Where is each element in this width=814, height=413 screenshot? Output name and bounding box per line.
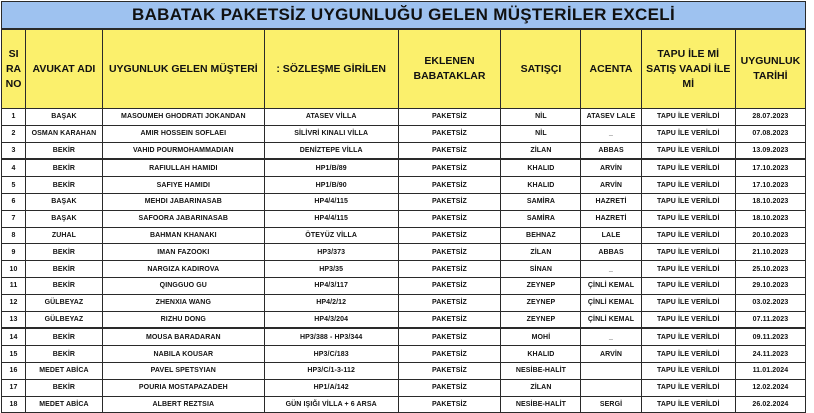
cell-tarih[interactable]: 20.10.2023 — [735, 227, 805, 244]
cell-babatak[interactable]: PAKETSİZ — [398, 210, 501, 227]
cell-sira-no[interactable]: 14 — [2, 328, 26, 345]
cell-babatak[interactable]: PAKETSİZ — [398, 142, 501, 159]
cell-sozlesme[interactable]: HP3/C/1-3-112 — [264, 362, 398, 379]
cell-babatak[interactable]: PAKETSİZ — [398, 193, 501, 210]
cell-acenta[interactable]: _ — [581, 125, 641, 142]
header-musteri[interactable]: UYGUNLUK GELEN MÜŞTERİ — [102, 30, 264, 109]
table-row — [2, 210, 806, 227]
table-row — [2, 142, 806, 159]
table-row — [2, 125, 806, 142]
cell-musteri[interactable]: RAFIULLAH HAMIDI — [102, 159, 264, 176]
cell-sira-no[interactable]: 11 — [2, 277, 26, 294]
cell-acenta[interactable]: ABBAS — [581, 244, 641, 261]
cell-tarih[interactable]: 21.10.2023 — [735, 244, 805, 261]
cell-avukat[interactable]: MEDET ABİCA — [26, 396, 103, 413]
table-row — [2, 227, 806, 244]
cell-tarih[interactable]: 03.02.2023 — [735, 294, 805, 311]
cell-tarih[interactable]: 24.11.2023 — [735, 346, 805, 363]
cell-tapu[interactable]: TAPU İLE VERİLDİ — [641, 396, 735, 413]
cell-avukat[interactable]: GÜLBEYAZ — [26, 311, 103, 328]
cell-acenta[interactable]: _ — [581, 328, 641, 345]
cell-acenta[interactable]: SERGİ — [581, 396, 641, 413]
table-row — [2, 277, 806, 294]
cell-sozlesme[interactable]: HP4/2/12 — [264, 294, 398, 311]
header-sozlesme[interactable]: : SÖZLEŞME GİRİLEN — [264, 30, 398, 109]
cell-sozlesme[interactable]: HP3/C/183 — [264, 346, 398, 363]
cell-tapu[interactable]: TAPU İLE VERİLDİ — [641, 328, 735, 345]
cell-tarih[interactable]: 09.11.2023 — [735, 328, 805, 345]
cell-tarih[interactable]: 17.10.2023 — [735, 159, 805, 176]
cell-avukat[interactable]: ZUHAL — [26, 227, 103, 244]
table-row — [2, 328, 806, 345]
cell-satisci[interactable]: ZEYNEP — [501, 294, 581, 311]
cell-tapu[interactable]: TAPU İLE VERİLDİ — [641, 227, 735, 244]
cell-tapu[interactable]: TAPU İLE VERİLDİ — [641, 125, 735, 142]
cell-musteri[interactable]: BAHMAN KHANAKI — [102, 227, 264, 244]
cell-babatak[interactable]: PAKETSİZ — [398, 396, 501, 413]
cell-tapu[interactable]: TAPU İLE VERİLDİ — [641, 142, 735, 159]
table-row — [2, 177, 806, 194]
cell-satisci[interactable]: ZEYNEP — [501, 277, 581, 294]
cell-musteri[interactable]: VAHID POURMOHAMMADIAN — [102, 142, 264, 159]
cell-satisci[interactable]: NESİBE-HALİT — [501, 362, 581, 379]
cell-sira-no[interactable]: 15 — [2, 346, 26, 363]
cell-musteri[interactable]: MOUSA BARADARAN — [102, 328, 264, 345]
cell-babatak[interactable]: PAKETSİZ — [398, 379, 501, 396]
cell-avukat[interactable]: BAŞAK — [26, 109, 103, 126]
cell-tarih[interactable]: 13.09.2023 — [735, 142, 805, 159]
cell-babatak[interactable]: PAKETSİZ — [398, 109, 501, 126]
cell-musteri[interactable]: SAFIYE HAMIDI — [102, 177, 264, 194]
cell-sira-no[interactable]: 4 — [2, 159, 26, 176]
cell-acenta[interactable]: HAZRETİ — [581, 210, 641, 227]
header-satisci[interactable]: SATIŞÇI — [501, 30, 581, 109]
cell-sozlesme[interactable]: HP4/4/115 — [264, 210, 398, 227]
cell-avukat[interactable]: BEKİR — [26, 244, 103, 261]
cell-acenta[interactable]: ABBAS — [581, 142, 641, 159]
cell-satisci[interactable]: KHALID — [501, 159, 581, 176]
cell-sira-no[interactable]: 2 — [2, 125, 26, 142]
cell-tapu[interactable]: TAPU İLE VERİLDİ — [641, 277, 735, 294]
cell-babatak[interactable]: PAKETSİZ — [398, 311, 501, 328]
table-row — [2, 346, 806, 363]
cell-musteri[interactable]: NARGIZA KADIROVA — [102, 261, 264, 278]
cell-avukat[interactable]: GÜLBEYAZ — [26, 294, 103, 311]
cell-avukat[interactable]: BAŞAK — [26, 193, 103, 210]
cell-sira-no[interactable]: 9 — [2, 244, 26, 261]
cell-babatak[interactable]: PAKETSİZ — [398, 346, 501, 363]
cell-avukat[interactable]: BEKİR — [26, 261, 103, 278]
cell-satisci[interactable]: SAMİRA — [501, 210, 581, 227]
cell-avukat[interactable]: BEKİR — [26, 277, 103, 294]
cell-musteri[interactable]: ALBERT REZTSIA — [102, 396, 264, 413]
cell-satisci[interactable]: NİL — [501, 109, 581, 126]
table-row — [2, 294, 806, 311]
cell-sira-no[interactable]: 16 — [2, 362, 26, 379]
cell-babatak[interactable]: PAKETSİZ — [398, 294, 501, 311]
cell-satisci[interactable]: KHALID — [501, 346, 581, 363]
cell-musteri[interactable]: POURIA MOSTAPAZADEH — [102, 379, 264, 396]
cell-avukat[interactable]: BEKİR — [26, 142, 103, 159]
cell-sozlesme[interactable]: HP4/4/115 — [264, 193, 398, 210]
cell-acenta[interactable]: ÇİNLİ KEMAL — [581, 294, 641, 311]
cell-musteri[interactable]: MASOUMEH GHODRATI JOKANDAN — [102, 109, 264, 126]
cell-sira-no[interactable]: 18 — [2, 396, 26, 413]
cell-sozlesme[interactable]: HP1/B/90 — [264, 177, 398, 194]
cell-tapu[interactable]: TAPU İLE VERİLDİ — [641, 109, 735, 126]
cell-tapu[interactable]: TAPU İLE VERİLDİ — [641, 244, 735, 261]
table-row — [2, 244, 806, 261]
table-row — [2, 193, 806, 210]
cell-tarih[interactable]: 26.02.2024 — [735, 396, 805, 413]
cell-acenta[interactable]: ÇİNLİ KEMAL — [581, 277, 641, 294]
cell-satisci[interactable]: SAMİRA — [501, 193, 581, 210]
cell-sira-no[interactable]: 12 — [2, 294, 26, 311]
cell-babatak[interactable]: PAKETSİZ — [398, 261, 501, 278]
cell-tapu[interactable]: TAPU İLE VERİLDİ — [641, 362, 735, 379]
cell-musteri[interactable]: MEHDI JABARINASAB — [102, 193, 264, 210]
cell-tapu[interactable]: TAPU İLE VERİLDİ — [641, 177, 735, 194]
header-babataklar[interactable]: EKLENEN BABATAKLAR — [398, 30, 501, 109]
cell-tarih[interactable]: 07.08.2023 — [735, 125, 805, 142]
cell-sozlesme[interactable]: SİLİVRİ KINALI VİLLA — [264, 125, 398, 142]
cell-tapu[interactable]: TAPU İLE VERİLDİ — [641, 159, 735, 176]
cell-sira-no[interactable]: 8 — [2, 227, 26, 244]
cell-babatak[interactable]: PAKETSİZ — [398, 125, 501, 142]
header-sira-no[interactable]: SI RA NO — [2, 30, 26, 109]
cell-acenta[interactable]: ARVİN — [581, 177, 641, 194]
cell-tarih[interactable]: 25.10.2023 — [735, 261, 805, 278]
cell-tapu[interactable]: TAPU İLE VERİLDİ — [641, 294, 735, 311]
cell-acenta[interactable]: ÇİNLİ KEMAL — [581, 311, 641, 328]
header-row — [2, 30, 806, 109]
cell-musteri[interactable]: SAFOORA JABARINASAB — [102, 210, 264, 227]
table-row — [2, 396, 806, 413]
cell-sozlesme[interactable]: HP1/A/142 — [264, 379, 398, 396]
cell-babatak[interactable]: PAKETSİZ — [398, 362, 501, 379]
cell-acenta[interactable] — [581, 379, 641, 396]
cell-sira-no[interactable]: 10 — [2, 261, 26, 278]
cell-acenta[interactable] — [581, 362, 641, 379]
cell-babatak[interactable]: PAKETSİZ — [398, 159, 501, 176]
cell-tarih[interactable]: 18.10.2023 — [735, 193, 805, 210]
cell-satisci[interactable]: ZİLAN — [501, 379, 581, 396]
cell-satisci[interactable]: BEHNAZ — [501, 227, 581, 244]
cell-sozlesme[interactable]: GÜN IŞIĞI VİLLA + 6 ARSA — [264, 396, 398, 413]
cell-sira-no[interactable]: 13 — [2, 311, 26, 328]
cell-sozlesme[interactable]: HP3/388 - HP3/344 — [264, 328, 398, 345]
cell-sozlesme[interactable]: HP3/35 — [264, 261, 398, 278]
sheet-title: BABATAK PAKETSİZ UYGUNLUĞU GELEN MÜŞTERİLER EXCELİ — [1, 1, 806, 29]
cell-avukat[interactable]: OSMAN KARAHAN — [26, 125, 103, 142]
cell-satisci[interactable]: KHALID — [501, 177, 581, 194]
cell-tapu[interactable]: TAPU İLE VERİLDİ — [641, 261, 735, 278]
cell-sira-no[interactable]: 3 — [2, 142, 26, 159]
table-row — [2, 311, 806, 328]
cell-tarih[interactable]: 07.11.2023 — [735, 311, 805, 328]
table-body — [2, 109, 806, 413]
cell-sozlesme[interactable]: ATASEV VİLLA — [264, 109, 398, 126]
cell-avukat[interactable]: BAŞAK — [26, 210, 103, 227]
table-row — [2, 362, 806, 379]
cell-sira-no[interactable]: 1 — [2, 109, 26, 126]
cell-tarih[interactable]: 17.10.2023 — [735, 177, 805, 194]
cell-musteri[interactable]: NABILA KOUSAR — [102, 346, 264, 363]
cell-sozlesme[interactable]: ÖTEYÜZ VİLLA — [264, 227, 398, 244]
cell-avukat[interactable]: BEKİR — [26, 379, 103, 396]
cell-tapu[interactable]: TAPU İLE VERİLDİ — [641, 379, 735, 396]
cell-avukat[interactable]: BEKİR — [26, 328, 103, 345]
cell-tarih[interactable]: 28.07.2023 — [735, 109, 805, 126]
cell-acenta[interactable]: ATASEV LALE — [581, 109, 641, 126]
cell-sira-no[interactable]: 6 — [2, 193, 26, 210]
cell-sira-no[interactable]: 5 — [2, 177, 26, 194]
cell-avukat[interactable]: MEDET ABİCA — [26, 362, 103, 379]
table-row — [2, 379, 806, 396]
header-acenta[interactable]: ACENTA — [581, 30, 641, 109]
cell-avukat[interactable]: BEKİR — [26, 177, 103, 194]
cell-acenta[interactable]: LALE — [581, 227, 641, 244]
cell-sira-no[interactable]: 17 — [2, 379, 26, 396]
cell-tapu[interactable]: TAPU İLE VERİLDİ — [641, 193, 735, 210]
cell-satisci[interactable]: ZEYNEP — [501, 311, 581, 328]
cell-babatak[interactable]: PAKETSİZ — [398, 244, 501, 261]
header-tapu[interactable]: TAPU İLE Mİ SATIŞ VAADİ İLE Mİ — [641, 30, 735, 109]
cell-satisci[interactable]: SİNAN — [501, 261, 581, 278]
table-row — [2, 109, 806, 126]
cell-musteri[interactable]: PAVEL SPETSYIAN — [102, 362, 264, 379]
cell-tapu[interactable]: TAPU İLE VERİLDİ — [641, 346, 735, 363]
cell-tapu[interactable]: TAPU İLE VERİLDİ — [641, 311, 735, 328]
cell-satisci[interactable]: ZİLAN — [501, 142, 581, 159]
cell-musteri[interactable]: AMIR HOSSEIN SOFLAEI — [102, 125, 264, 142]
cell-satisci[interactable]: MOHİ — [501, 328, 581, 345]
cell-satisci[interactable]: NİL — [501, 125, 581, 142]
cell-satisci[interactable]: NESİBE-HALİT — [501, 396, 581, 413]
cell-babatak[interactable]: PAKETSİZ — [398, 328, 501, 345]
cell-musteri[interactable]: QINGGUO GU — [102, 277, 264, 294]
cell-sozlesme[interactable]: HP4/3/204 — [264, 311, 398, 328]
cell-acenta[interactable]: ARVİN — [581, 159, 641, 176]
cell-tapu[interactable]: TAPU İLE VERİLDİ — [641, 210, 735, 227]
cell-babatak[interactable]: PAKETSİZ — [398, 277, 501, 294]
cell-tarih[interactable]: 11.01.2024 — [735, 362, 805, 379]
cell-tarih[interactable]: 29.10.2023 — [735, 277, 805, 294]
cell-acenta[interactable]: ARVİN — [581, 346, 641, 363]
cell-avukat[interactable]: BEKİR — [26, 346, 103, 363]
cell-musteri[interactable]: IMAN FAZOOKI — [102, 244, 264, 261]
header-avukat-adi[interactable]: AVUKAT ADI — [26, 30, 103, 109]
cell-acenta[interactable]: _ — [581, 261, 641, 278]
cell-avukat[interactable]: BEKİR — [26, 159, 103, 176]
cell-sira-no[interactable]: 7 — [2, 210, 26, 227]
cell-acenta[interactable]: HAZRETİ — [581, 193, 641, 210]
header-tarih[interactable]: UYGUNLUK TARİHİ — [735, 30, 805, 109]
cell-babatak[interactable]: PAKETSİZ — [398, 227, 501, 244]
customer-table — [1, 29, 806, 413]
cell-babatak[interactable]: PAKETSİZ — [398, 177, 501, 194]
table-row — [2, 159, 806, 176]
table-row — [2, 261, 806, 278]
cell-tarih[interactable]: 12.02.2024 — [735, 379, 805, 396]
cell-sozlesme[interactable]: HP1/B/89 — [264, 159, 398, 176]
cell-tarih[interactable]: 18.10.2023 — [735, 210, 805, 227]
cell-musteri[interactable]: RIZHU DONG — [102, 311, 264, 328]
cell-sozlesme[interactable]: HP4/3/117 — [264, 277, 398, 294]
cell-satisci[interactable]: ZİLAN — [501, 244, 581, 261]
cell-sozlesme[interactable]: DENİZTEPE VİLLA — [264, 142, 398, 159]
cell-sozlesme[interactable]: HP3/373 — [264, 244, 398, 261]
cell-musteri[interactable]: ZHENXIA WANG — [102, 294, 264, 311]
